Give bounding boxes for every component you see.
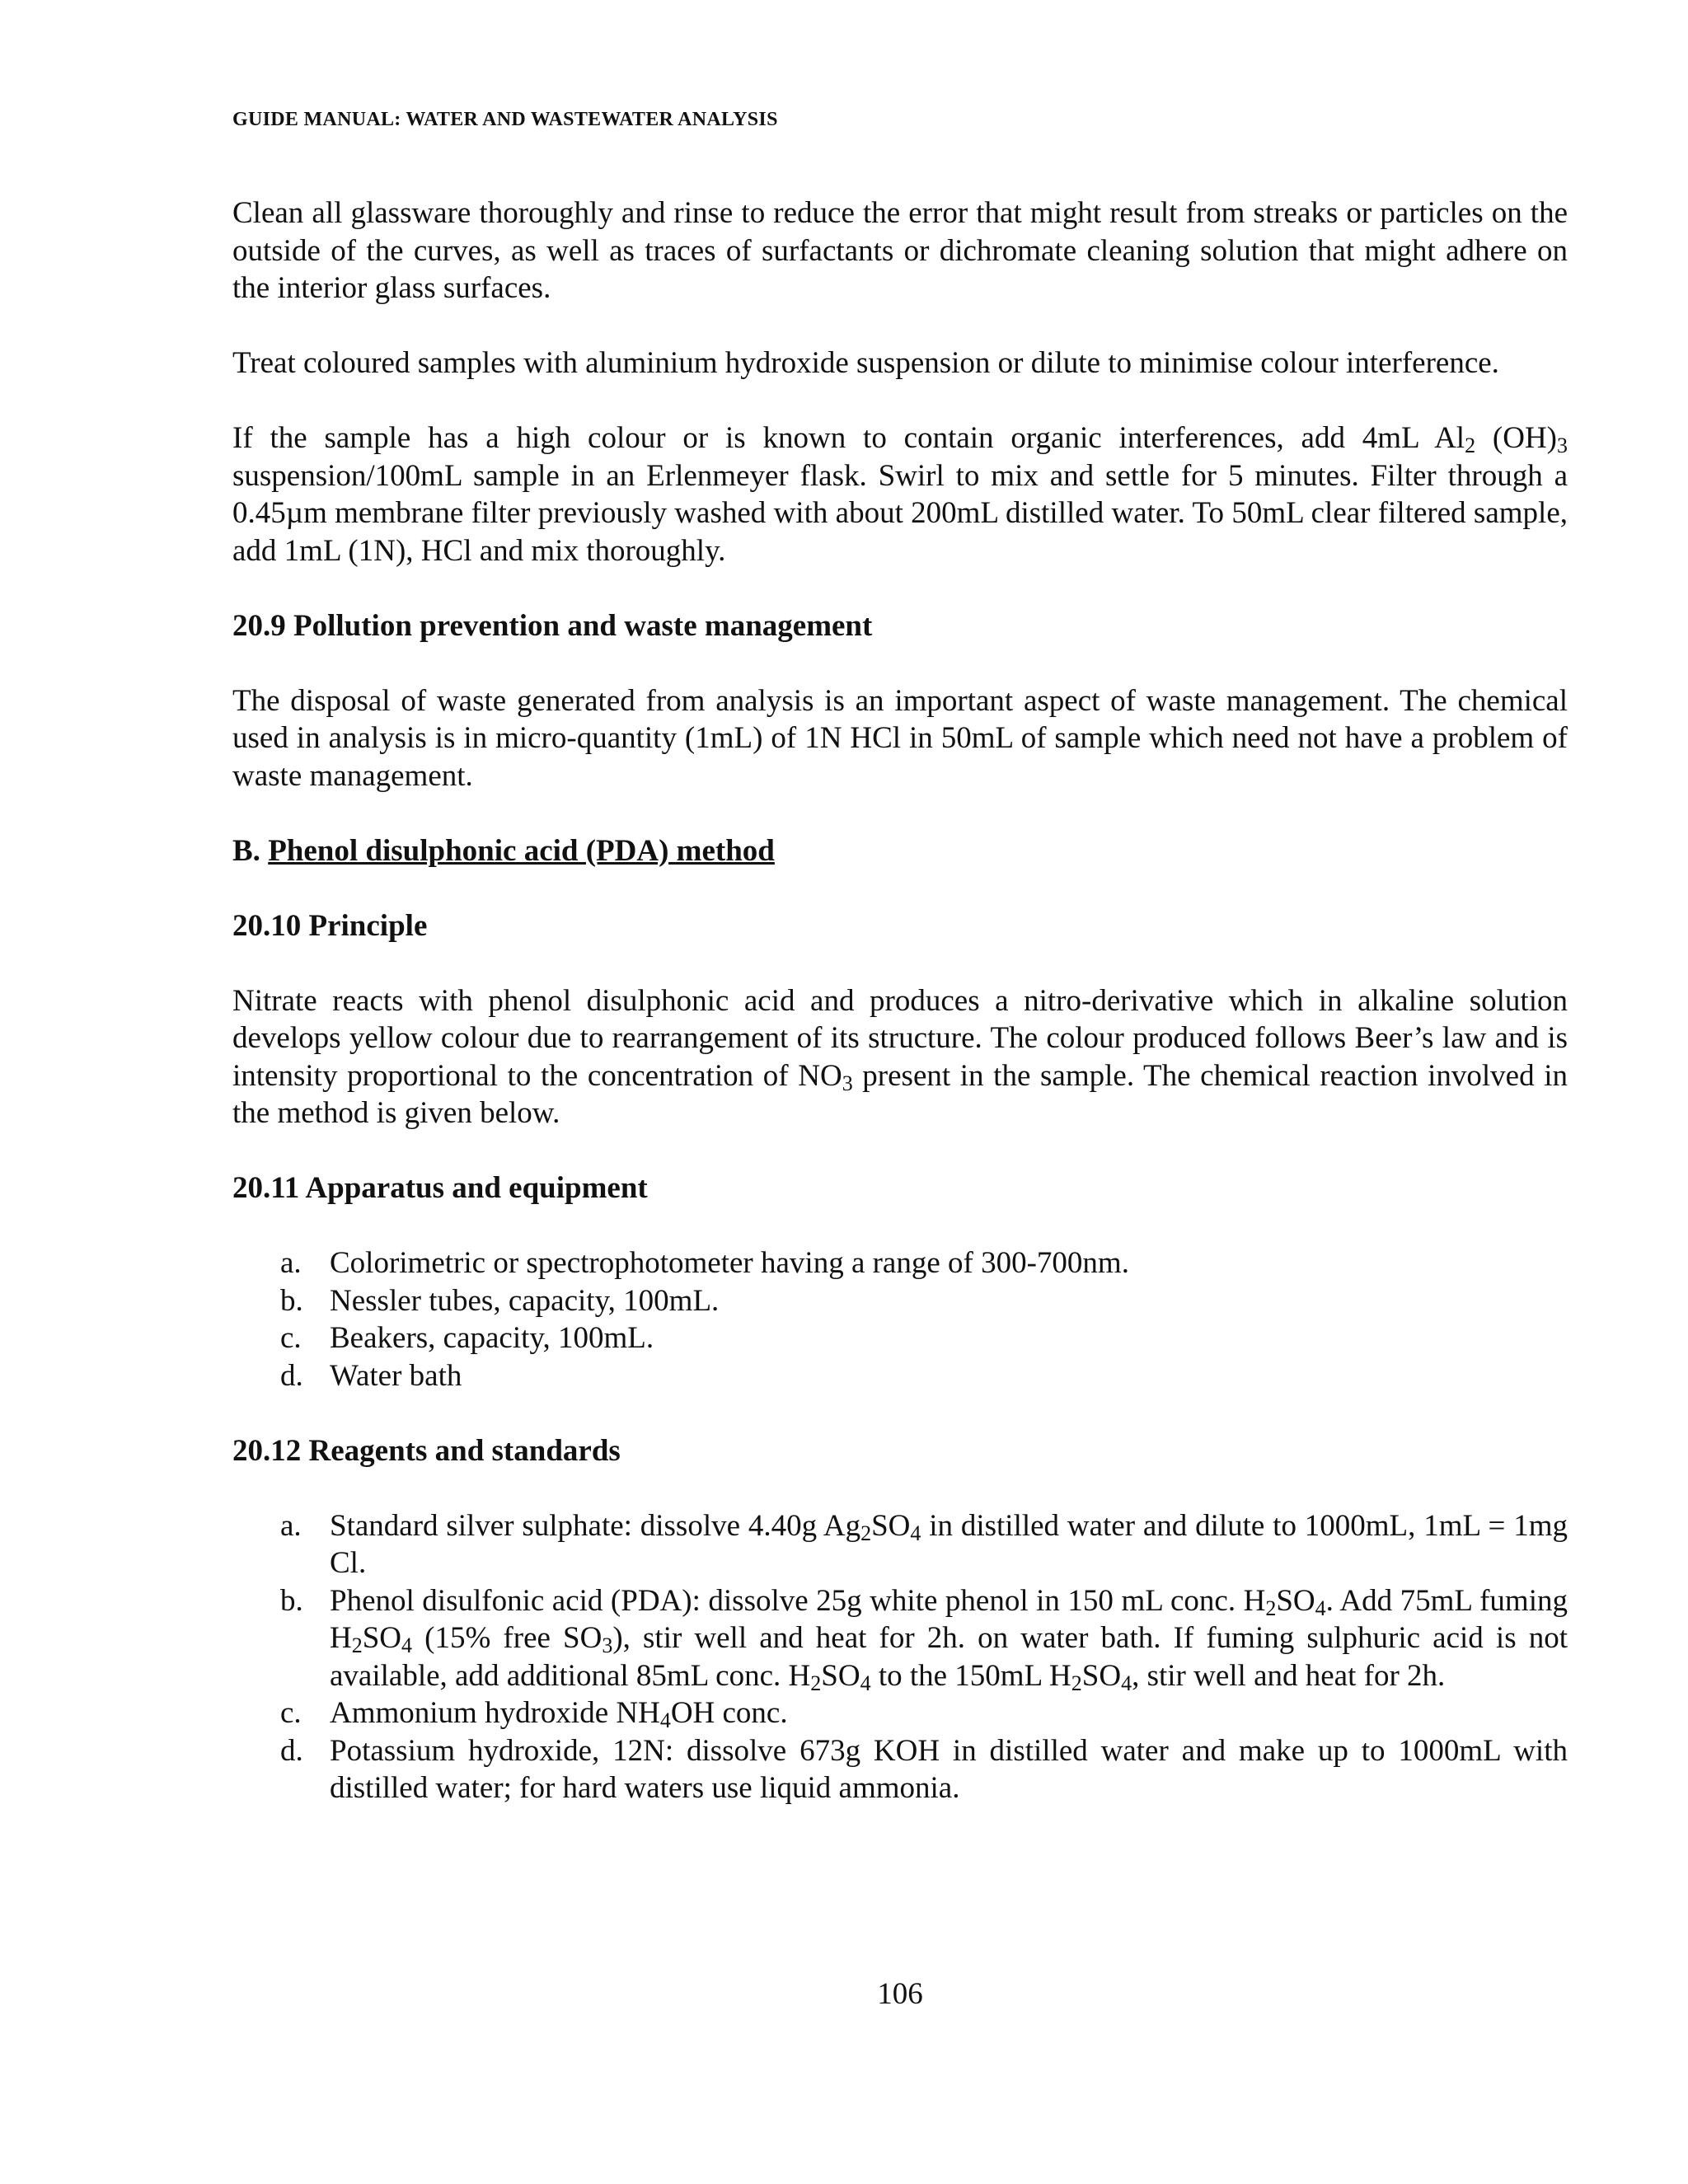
text-run: suspension/100mL sample in an Erlenmeyer flask. Swirl to mix and settle for 5 minutes. Filter through a 0.45µm membrane filter previously washed with about 200mL distilled water. To 50mL clear filtered sample, add 1mL (1N), HCl and mix thoroughly. bbox=[232, 458, 1568, 568]
list-item bbox=[232, 1282, 1568, 1320]
text-run: SO bbox=[362, 1621, 402, 1655]
list-item-text: Water bath bbox=[330, 1358, 462, 1393]
heading-20-10: 20.10 Principle bbox=[232, 908, 428, 943]
subscript: 2 bbox=[860, 1521, 872, 1545]
text-run: SO bbox=[1081, 1658, 1122, 1693]
text-run: to the 150mL H bbox=[870, 1658, 1071, 1693]
list-marker: a. bbox=[280, 1246, 302, 1280]
subscript: 4 bbox=[910, 1521, 921, 1545]
list-item bbox=[232, 1357, 1568, 1395]
list-item bbox=[232, 1582, 1568, 1695]
text-run: Ammonium hydroxide NH bbox=[330, 1696, 660, 1730]
list-marker: c. bbox=[280, 1696, 302, 1730]
list-item bbox=[232, 1732, 1568, 1807]
paragraph-disposal: The disposal of waste generated from analysis is an important aspect of waste management. The chemical used in analysis is in micro-quantity (1mL) of 1N HCl in 50mL of sample which need not have a problem of waste management. bbox=[232, 683, 1568, 793]
text-run: present in the sample. The chemical reaction involved in the method is given below. bbox=[232, 1058, 1568, 1130]
page-content bbox=[232, 194, 1568, 1844]
subscript: 3 bbox=[1557, 434, 1568, 457]
text-run: SO bbox=[1276, 1583, 1315, 1618]
subscript: 2 bbox=[351, 1633, 363, 1657]
text-run: SO bbox=[871, 1508, 911, 1543]
method-title: Phenol disulphonic acid (PDA) method bbox=[268, 833, 775, 868]
paragraph-high-colour bbox=[232, 419, 1568, 569]
text-run: SO bbox=[821, 1658, 860, 1693]
text-run: Potassium hydroxide, 12N: dissolve 673g KOH in distilled water and make up to 1000mL with distilled water; for hard waters use liquid ammonia. bbox=[330, 1733, 1568, 1805]
subscript: 4 bbox=[1121, 1671, 1132, 1695]
subscript: 2 bbox=[810, 1671, 822, 1695]
page-number: 106 bbox=[877, 1977, 923, 2011]
text-run: Standard silver sulphate: dissolve 4.40g Ag bbox=[330, 1508, 861, 1543]
list-item bbox=[232, 1507, 1568, 1582]
subscript: 4 bbox=[860, 1671, 871, 1695]
list-item-text: Nessler tubes, capacity, 100mL. bbox=[330, 1283, 720, 1318]
method-prefix: B. bbox=[232, 833, 269, 868]
document-page bbox=[232, 0, 1568, 2184]
heading-method-b bbox=[232, 832, 1568, 870]
text-run: , stir well and heat for 2h. bbox=[1132, 1658, 1446, 1693]
list-item bbox=[232, 1244, 1568, 1282]
paragraph-clean-glassware: Clean all glassware thoroughly and rinse to reduce the error that might result from streaks or particles on the outside of the curves, as well as traces of surfactants or dichromate cleaning solution that might adhere on the interior glass surfaces. bbox=[232, 196, 1568, 305]
paragraph-treat-coloured: Treat coloured samples with aluminium hydroxide suspension or dilute to minimise colour interference. bbox=[232, 346, 1499, 380]
subscript: 3 bbox=[842, 1071, 853, 1095]
reagents-list bbox=[232, 1507, 1568, 1807]
heading-20-12: 20.12 Reagents and standards bbox=[232, 1433, 621, 1468]
heading-20-11: 20.11 Apparatus and equipment bbox=[232, 1171, 648, 1205]
subscript: 2 bbox=[1071, 1671, 1082, 1695]
subscript: 2 bbox=[1265, 1596, 1277, 1620]
list-marker: b. bbox=[280, 1583, 303, 1618]
text-run: (15% free SO bbox=[412, 1621, 603, 1655]
list-item bbox=[232, 1319, 1568, 1357]
list-marker: c. bbox=[280, 1321, 302, 1355]
text-run: If the sample has a high colour or is known to contain organic interferences, add 4mL Al bbox=[232, 421, 1465, 455]
subscript: 4 bbox=[659, 1708, 671, 1732]
text-run: Phenol disulfonic acid (PDA): dissolve 25g white phenol in 150 mL conc. H bbox=[330, 1583, 1266, 1618]
text-run: . Add 75mL fuming H bbox=[330, 1583, 1568, 1655]
list-marker: d. bbox=[280, 1733, 303, 1768]
heading-20-9: 20.9 Pollution prevention and waste management bbox=[232, 608, 873, 643]
paragraph-principle bbox=[232, 982, 1568, 1132]
list-marker: a. bbox=[280, 1508, 302, 1543]
running-header: GUIDE MANUAL: WATER AND WASTEWATER ANALYSIS bbox=[232, 109, 778, 130]
list-marker: b. bbox=[280, 1283, 303, 1318]
subscript: 3 bbox=[602, 1633, 613, 1657]
apparatus-list bbox=[232, 1244, 1568, 1394]
list-item-text: Colorimetric or spectrophotometer having a range of 300-700nm. bbox=[330, 1246, 1129, 1280]
list-item-text: Beakers, capacity, 100mL. bbox=[330, 1321, 654, 1355]
list-item bbox=[232, 1694, 1568, 1732]
text-run: ), stir well and heat for 2h. on water bath. If fuming sulphuric acid is not available, add additional 85mL conc. H bbox=[330, 1621, 1568, 1693]
list-marker: d. bbox=[280, 1358, 303, 1393]
subscript: 4 bbox=[1315, 1596, 1326, 1620]
subscript: 2 bbox=[1465, 434, 1476, 457]
subscript: 4 bbox=[401, 1633, 413, 1657]
text-run: Nitrate reacts with phenol disulphonic acid and produces a nitro-derivative which in alkaline solution develops yellow colour due to rearrangement of its structure. The colour produced follows Beer’s law and is intensity proportional to the concentration of NO bbox=[232, 983, 1568, 1093]
text-run: OH conc. bbox=[670, 1696, 788, 1730]
text-run: in distilled water and dilute to 1000mL, 1mL = 1mg Cl. bbox=[330, 1508, 1568, 1580]
text-run: (OH) bbox=[1475, 421, 1557, 455]
